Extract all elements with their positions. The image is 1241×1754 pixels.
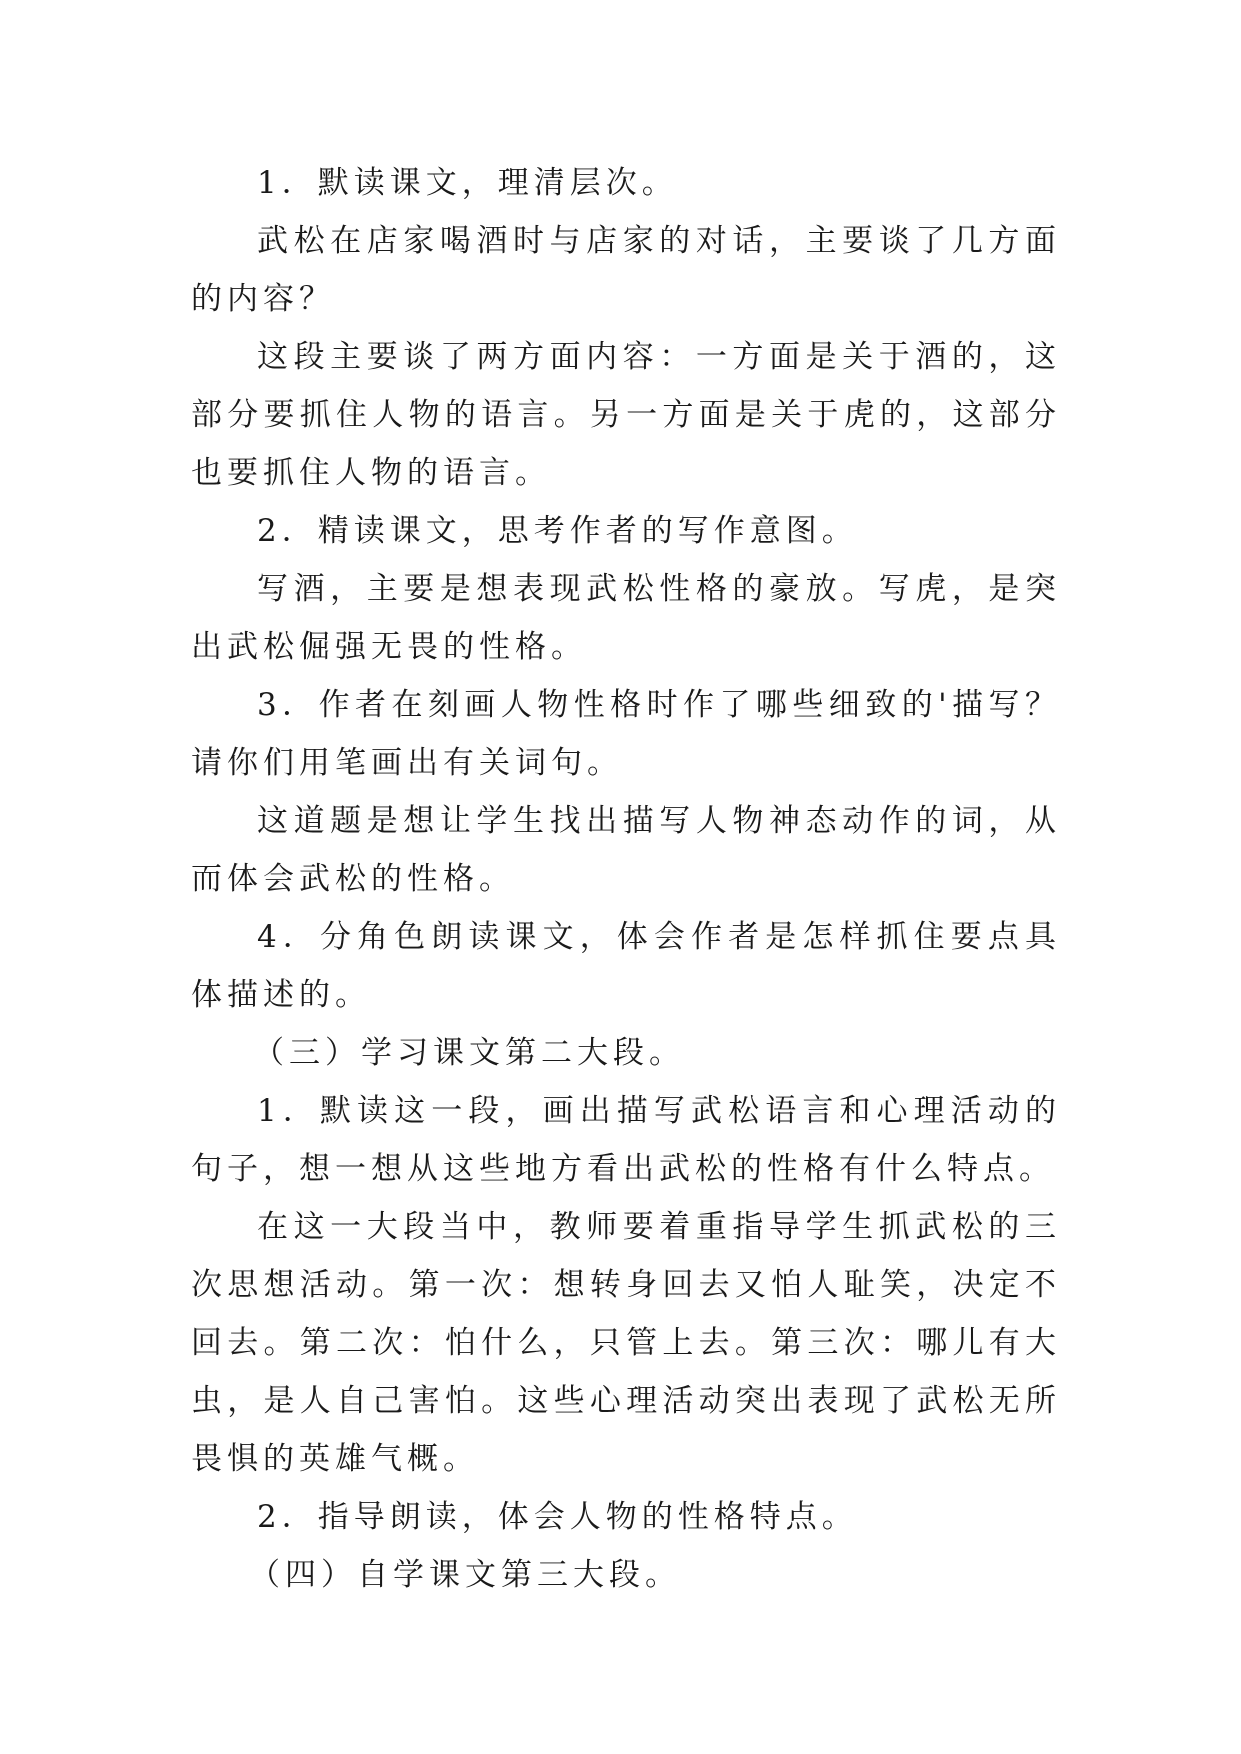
paragraph-three-thoughts: 在这一大段当中，教师要着重指导学生抓武松的三次思想活动。第一次：想转身回去又怕人耻笑，决定不回去。第二次：怕什么，只管上去。第三次：哪儿有大虫，是人自己害怕。这些心理活动突出表现了武松无所畏惧的英雄气概。 bbox=[191, 1209, 1061, 1477]
paragraph-answer-two-aspects: 这段主要谈了两方面内容：一方面是关于酒的，这部分要抓住人物的语言。另一方面是关于虎的，这部分也要抓住人物的语言。 bbox=[191, 339, 1061, 491]
paragraph-step-3-description: 3．作者在刻画人物性格时作了哪些细致的'描写？请你们用笔画出有关词句。 bbox=[191, 687, 1061, 781]
paragraph-answer-wine-tiger: 写酒，主要是想表现武松性格的豪放。写虎，是突出武松倔强无畏的性格。 bbox=[191, 571, 1061, 665]
paragraph-question-dialogue: 武松在店家喝酒时与店家的对话，主要谈了几方面的内容？ bbox=[191, 223, 1061, 317]
paragraph-answer-find-words: 这道题是想让学生找出描写人物神态动作的词，从而体会武松的性格。 bbox=[191, 803, 1061, 897]
paragraph-step-2-guided-reading: 2．指导朗读，体会人物的性格特点。 bbox=[257, 1499, 858, 1535]
section-heading-three: （三）学习课文第二大段。 bbox=[253, 1035, 685, 1071]
paragraph-step-1-silent-reading: 1．默读课文，理清层次。 bbox=[257, 165, 678, 201]
paragraph-step-1-second-section: 1．默读这一段，画出描写武松语言和心理活动的句子，想一想从这些地方看出武松的性格有什么特点。 bbox=[191, 1093, 1061, 1187]
paragraph-step-2-close-reading: 2．精读课文，思考作者的写作意图。 bbox=[257, 513, 858, 549]
paragraph-step-4-role-reading: 4．分角色朗读课文，体会作者是怎样抓住要点具体描述的。 bbox=[191, 919, 1061, 1013]
section-heading-four: （四）自学课文第三大段。 bbox=[249, 1557, 681, 1593]
document-body bbox=[191, 154, 1061, 1604]
